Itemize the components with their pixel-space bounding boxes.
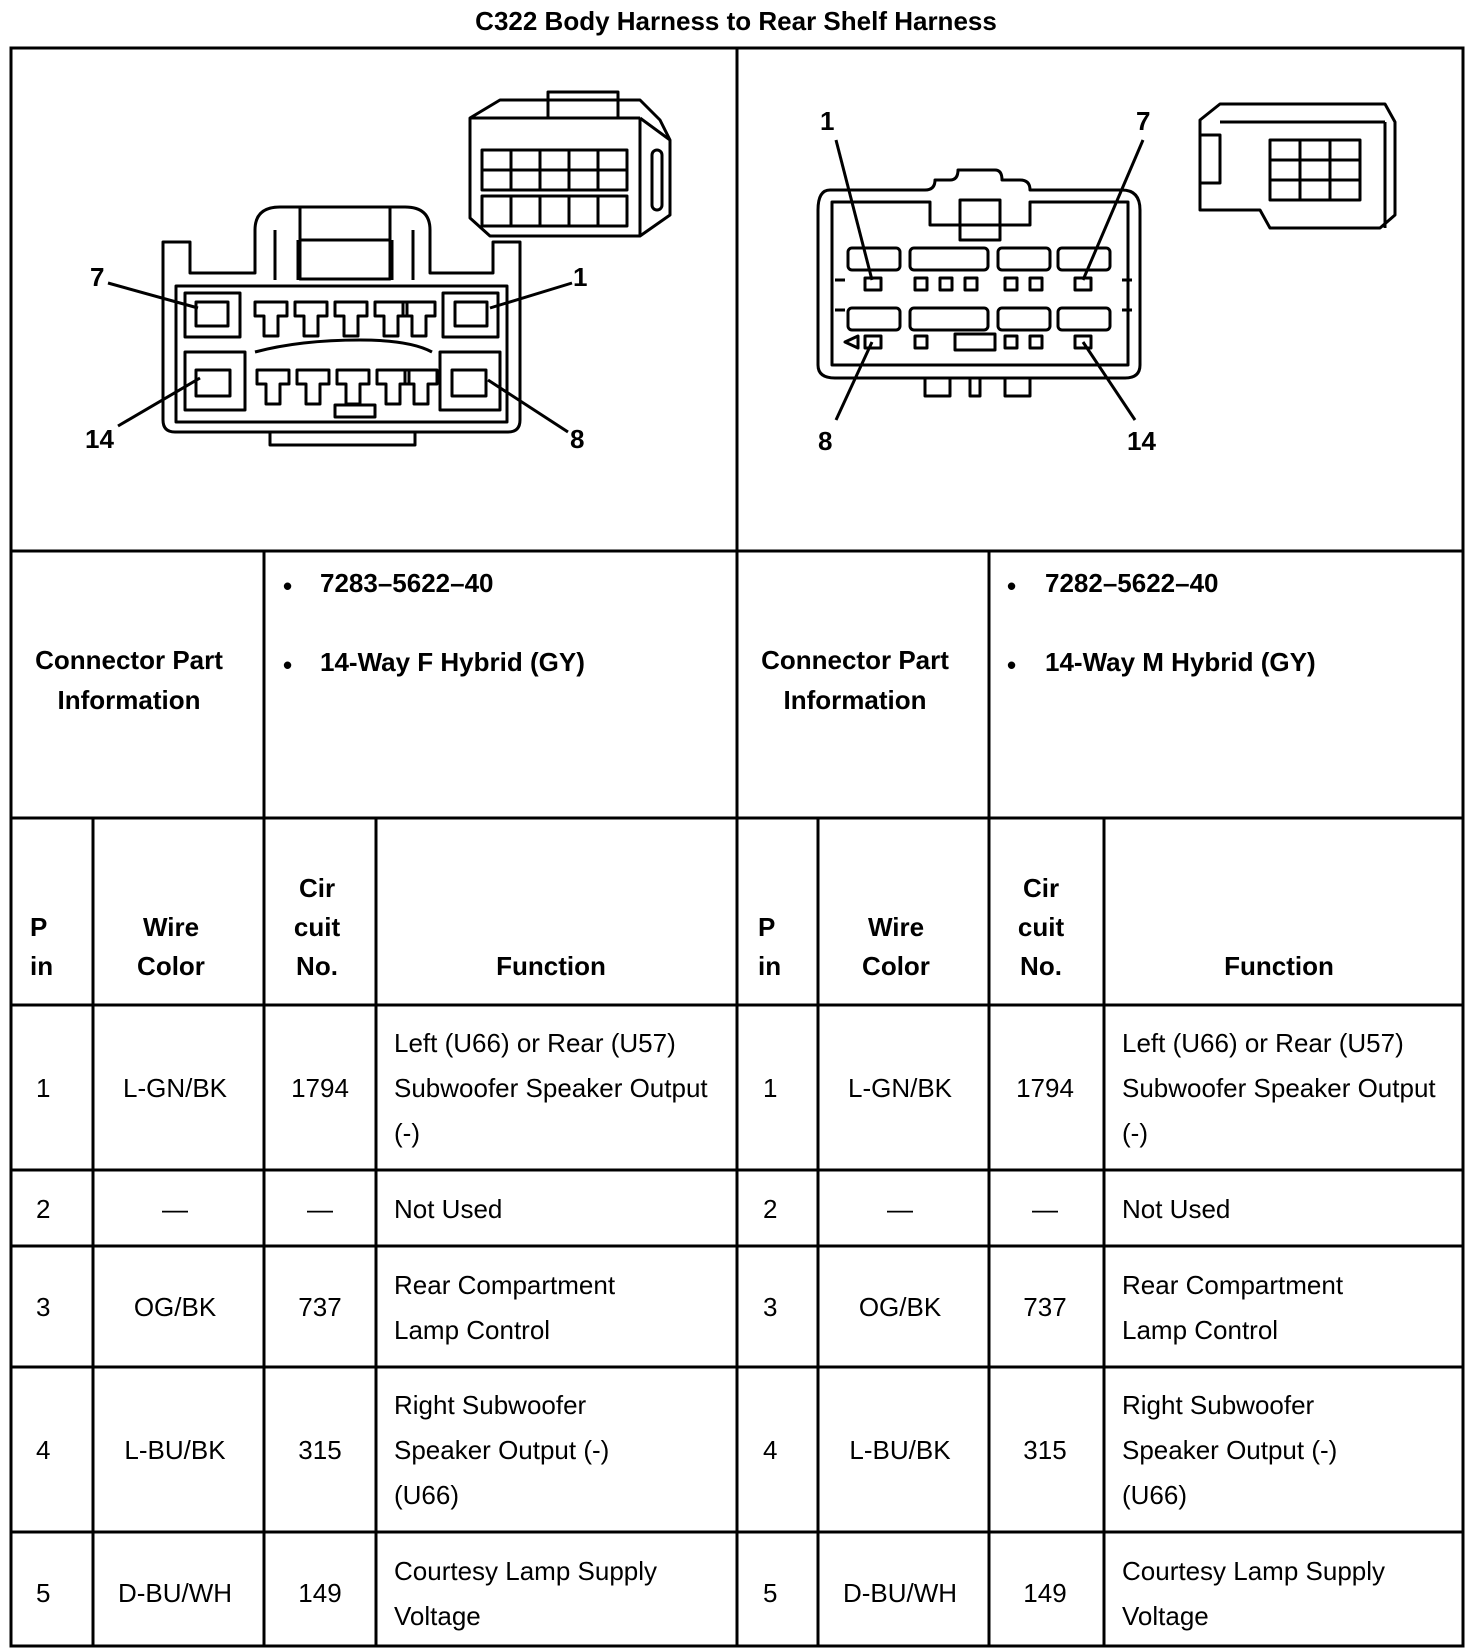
cell-circuit: 315: [298, 1435, 342, 1465]
cell-pin: 1: [36, 1073, 51, 1103]
cell-pin: 5: [763, 1578, 778, 1608]
left-connector-perspective: [470, 92, 670, 236]
cell-pin: 5: [36, 1578, 51, 1608]
header-pin: P in: [30, 912, 54, 981]
cell-wire: L-BU/BK: [849, 1435, 951, 1465]
cell-circuit: 1794: [291, 1073, 349, 1103]
cell-wire: OG/BK: [133, 1292, 217, 1322]
header-wire-color: Wire Color: [862, 912, 930, 981]
cell-circuit: 1794: [1016, 1073, 1074, 1103]
left-part-info-label: Connector Part Information: [35, 645, 223, 715]
bullet: •: [1007, 650, 1017, 680]
left-pin-label-14: 14: [85, 424, 114, 454]
left-pin-label-1: 1: [573, 262, 588, 292]
cell-circuit: —: [307, 1194, 333, 1224]
left-part-description: 14-Way F Hybrid (GY): [320, 647, 585, 677]
cell-pin: 3: [763, 1292, 778, 1322]
cell-circuit: 149: [1023, 1578, 1067, 1608]
cell-function: Left (U66) or Rear (U57) Subwoofer Speaker Output (-): [394, 1028, 708, 1148]
bullet: •: [283, 650, 293, 680]
cell-circuit: 149: [298, 1578, 342, 1608]
cell-circuit: 737: [298, 1292, 342, 1322]
header-pin: P in: [758, 912, 782, 981]
cell-wire: D-BU/WH: [117, 1578, 233, 1608]
cell-pin: 3: [36, 1292, 51, 1322]
cell-pin: 4: [763, 1435, 778, 1465]
cell-wire: L-GN/BK: [122, 1073, 228, 1103]
cell-pin: 2: [763, 1194, 778, 1224]
left-pin-label-7: 7: [90, 262, 105, 292]
cell-wire: —: [887, 1194, 913, 1224]
page-title: C322 Body Harness to Rear Shelf Harness: [475, 6, 997, 36]
right-pin-label-1: 1: [820, 106, 835, 136]
right-connector-perspective: [1200, 104, 1395, 228]
cell-function: Left (U66) or Rear (U57) Subwoofer Speaker Output (-): [1122, 1028, 1436, 1148]
right-part-number: 7282–5622–40: [1045, 568, 1219, 598]
header-circuit: Cir cuit No.: [293, 873, 341, 981]
right-part-info-label: Connector Part Information: [761, 645, 949, 715]
cell-function: Right Subwoofer Speaker Output (-) (U66): [1122, 1390, 1338, 1510]
right-pin-label-7: 7: [1136, 106, 1151, 136]
cell-wire: L-BU/BK: [124, 1435, 226, 1465]
bullet: •: [1007, 571, 1017, 601]
cell-wire: L-GN/BK: [847, 1073, 953, 1103]
cell-circuit: 315: [1023, 1435, 1067, 1465]
cell-function: Courtesy Lamp Supply Voltage: [1122, 1556, 1386, 1631]
right-part-description: 14-Way M Hybrid (GY): [1045, 647, 1316, 677]
cell-wire: D-BU/WH: [842, 1578, 958, 1608]
cell-function: Not Used: [394, 1194, 503, 1224]
cell-pin: 4: [36, 1435, 51, 1465]
cell-circuit: 737: [1023, 1292, 1067, 1322]
right-connector-face: [818, 140, 1143, 420]
bullet: •: [283, 571, 293, 601]
header-circuit: Cir cuit No.: [1017, 873, 1065, 981]
header-function: Function: [1224, 951, 1334, 981]
header-wire-color: Wire Color: [137, 912, 205, 981]
left-connector-face: [108, 207, 572, 445]
left-pin-label-8: 8: [570, 424, 585, 454]
cell-wire: —: [162, 1194, 188, 1224]
left-part-number: 7283–5622–40: [320, 568, 494, 598]
right-pin-label-14: 14: [1127, 426, 1156, 456]
cell-function: Not Used: [1122, 1194, 1231, 1224]
cell-pin: 1: [763, 1073, 778, 1103]
cell-function: Right Subwoofer Speaker Output (-) (U66): [394, 1390, 610, 1510]
cell-function: Rear Compartment Lamp Control: [394, 1270, 616, 1345]
cell-pin: 2: [36, 1194, 51, 1224]
right-pin-label-8: 8: [818, 426, 833, 456]
cell-wire: OG/BK: [858, 1292, 942, 1322]
cell-circuit: —: [1032, 1194, 1058, 1224]
header-function: Function: [496, 951, 606, 981]
cell-function: Courtesy Lamp Supply Voltage: [394, 1556, 658, 1631]
cell-function: Rear Compartment Lamp Control: [1122, 1270, 1344, 1345]
